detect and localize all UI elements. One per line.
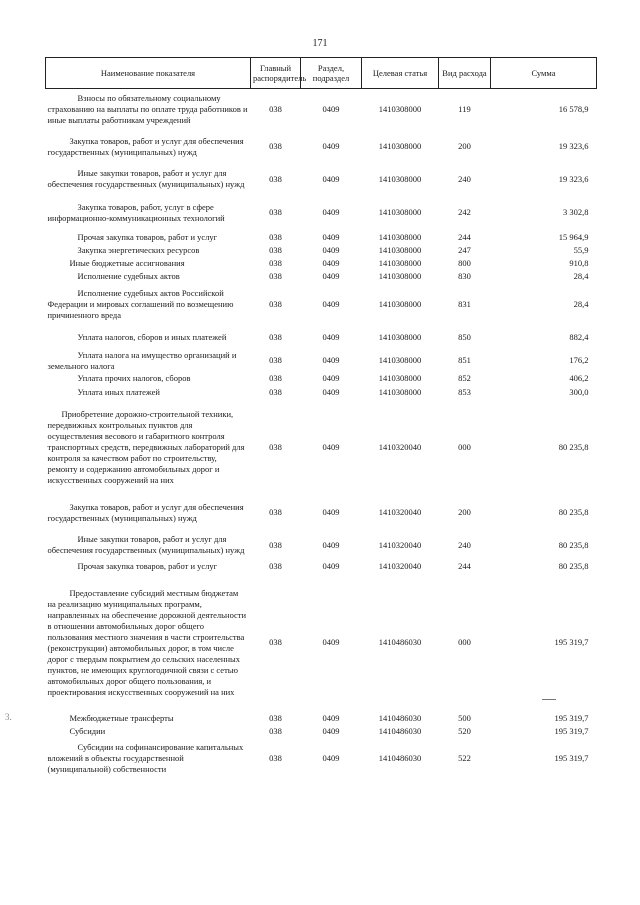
row-manager: 038 xyxy=(269,332,282,342)
row-target: 1410308000 xyxy=(378,270,422,281)
row-manager: 038 xyxy=(269,270,282,281)
row-amount: 195 319,7 xyxy=(554,637,589,647)
row-name: Субсидии на софинансирование капитальных вложений в объекты государственной (муниципальной) собственности xyxy=(47,741,244,774)
row-amount: 19 323,6 xyxy=(558,173,589,184)
table-row xyxy=(46,400,597,495)
row-kind: 200 xyxy=(458,141,471,151)
header-name: Наименование показателя xyxy=(46,58,251,89)
header-section: Раздел, подраздел xyxy=(301,58,362,89)
row-amount: 910,8 xyxy=(569,257,589,268)
row-target: 1410486030 xyxy=(378,637,422,647)
table-row xyxy=(46,574,597,712)
row-section: 0409 xyxy=(322,713,340,723)
row-kind: 830 xyxy=(458,270,471,281)
table-row xyxy=(46,89,597,131)
row-kind: 000 xyxy=(458,637,471,647)
row-kind: 520 xyxy=(458,726,471,736)
row-section: 0409 xyxy=(322,726,340,736)
row-section: 0409 xyxy=(322,141,340,151)
row-manager: 038 xyxy=(269,752,282,763)
row-target: 1410308000 xyxy=(378,173,422,184)
header-amount: Сумма xyxy=(491,58,597,89)
row-amount: 195 319,7 xyxy=(554,752,589,763)
row-manager: 038 xyxy=(269,561,282,571)
row-amount: 15 964,9 xyxy=(558,231,589,242)
table-row xyxy=(46,230,597,245)
row-name: Уплата иных платежей xyxy=(77,387,160,397)
header-manager: Главный распорядитель xyxy=(251,58,301,89)
row-section: 0409 xyxy=(322,104,340,115)
row-name: Иные закупки товаров, работ и услуг для обеспечения государственных (муниципальных) нужд xyxy=(47,534,245,555)
table-row xyxy=(46,738,597,779)
row-amount: 80 235,8 xyxy=(558,539,589,550)
row-target: 1410308000 xyxy=(378,387,422,397)
row-section: 0409 xyxy=(322,231,340,242)
header-kind: Вид расхода xyxy=(439,58,491,89)
row-section: 0409 xyxy=(322,387,340,397)
table-row xyxy=(46,283,597,326)
table-header-row xyxy=(46,58,597,89)
row-kind: 522 xyxy=(458,752,471,763)
row-manager: 038 xyxy=(269,713,282,723)
row-name: Исполнение судебных актов Российской Федерации и мировых соглашений по возмещению причиненного вреда xyxy=(47,287,234,320)
row-manager: 038 xyxy=(269,507,282,517)
row-kind: 853 xyxy=(458,387,471,397)
row-target: 1410308000 xyxy=(378,141,422,151)
table-body xyxy=(46,89,597,779)
row-section: 0409 xyxy=(322,752,340,763)
row-name: Прочая закупка товаров, работ и услуг xyxy=(77,561,218,571)
row-manager: 038 xyxy=(269,637,282,647)
table-row xyxy=(46,131,597,163)
row-kind: 852 xyxy=(458,373,471,383)
row-manager: 038 xyxy=(269,231,282,242)
table-row xyxy=(46,257,597,270)
row-section: 0409 xyxy=(322,257,340,268)
row-target: 1410308000 xyxy=(378,231,422,242)
row-target: 1410308000 xyxy=(378,298,422,309)
row-amount: 28,4 xyxy=(573,298,589,309)
row-name: Закупка товаров, работ, услуг в сфере информационно-коммуникационных технологий xyxy=(47,201,225,223)
row-kind: 851 xyxy=(458,355,471,365)
budget-table xyxy=(45,57,597,779)
row-name: Взносы по обязательному социальному страхованию на выплаты по оплате труда работников и иные выплаты работникам учреждений xyxy=(47,93,248,126)
row-amount: 195 319,7 xyxy=(554,726,589,736)
row-kind: 800 xyxy=(458,257,471,268)
row-name: Субсидии xyxy=(69,726,106,736)
row-target: 1410486030 xyxy=(378,726,422,736)
row-name: Предоставление субсидий местным бюджетам на реализацию муниципальных программ, направленных на обеспечение дорожной деятельности в отношении автомобильных дорог общего пользования местного значения в части строительства (реконструкции) автомобильных дорог, в том числе дорог с твердым покрытием до сельских населенных пунктов, не имеющих круглогодичной связи с сетью автомобильных дорог общего пользования, и проектирования искусственных сооружений на них xyxy=(47,587,247,697)
table-row xyxy=(46,386,597,400)
row-amount: 80 235,8 xyxy=(558,561,589,571)
row-manager: 038 xyxy=(269,355,282,365)
row-section: 0409 xyxy=(322,332,340,342)
row-amount: 406,2 xyxy=(569,373,589,383)
row-manager: 038 xyxy=(269,141,282,151)
row-manager: 038 xyxy=(269,298,282,309)
row-section: 0409 xyxy=(322,173,340,184)
table-row xyxy=(46,196,597,230)
table-row xyxy=(46,495,597,531)
row-name: Закупка товаров, работ и услуг для обеспечения государственных (муниципальных) нужд xyxy=(47,135,244,157)
row-amount: 80 235,8 xyxy=(558,441,589,452)
row-name: Иные бюджетные ассигнования xyxy=(69,257,185,268)
header-target: Целевая статья xyxy=(362,58,439,89)
row-manager: 038 xyxy=(269,387,282,397)
row-target: 1410308000 xyxy=(378,245,422,255)
row-name: Прочая закупка товаров, работ и услуг xyxy=(77,231,218,242)
row-manager: 038 xyxy=(269,726,282,736)
table-row xyxy=(46,372,597,386)
row-name: Закупка товаров, работ и услуг для обеспечения государственных (муниципальных) нужд xyxy=(47,501,244,523)
row-section: 0409 xyxy=(322,270,340,281)
row-target: 1410320040 xyxy=(378,507,422,517)
row-kind: 244 xyxy=(458,561,471,571)
row-target: 1410308000 xyxy=(378,332,422,342)
row-kind: 240 xyxy=(458,173,471,184)
row-amount: 300,0 xyxy=(569,387,589,397)
row-kind: 831 xyxy=(458,298,471,309)
row-kind: 500 xyxy=(458,713,471,723)
row-section: 0409 xyxy=(322,507,340,517)
table-row xyxy=(46,163,597,196)
row-kind: 240 xyxy=(458,539,471,550)
row-manager: 038 xyxy=(269,245,282,255)
row-kind: 119 xyxy=(458,104,471,115)
row-amount: 80 235,8 xyxy=(558,507,589,517)
table-row xyxy=(46,726,597,738)
row-manager: 038 xyxy=(269,207,282,217)
row-section: 0409 xyxy=(322,245,340,255)
margin-mark: 3. xyxy=(5,712,12,722)
table-row xyxy=(46,712,597,726)
table-row xyxy=(46,350,597,372)
table-row xyxy=(46,270,597,283)
table-row xyxy=(46,245,597,257)
row-kind: 850 xyxy=(458,332,471,342)
row-name: Межбюджетные трансферты xyxy=(69,713,174,723)
row-manager: 038 xyxy=(269,441,282,452)
row-section: 0409 xyxy=(322,355,340,365)
row-section: 0409 xyxy=(322,637,340,647)
row-kind: 200 xyxy=(458,507,471,517)
row-manager: 038 xyxy=(269,104,282,115)
row-manager: 038 xyxy=(269,373,282,383)
row-manager: 038 xyxy=(269,539,282,550)
row-section: 0409 xyxy=(322,561,340,571)
row-kind: 244 xyxy=(458,231,471,242)
row-amount: 16 578,9 xyxy=(558,104,589,115)
row-amount: 19 323,6 xyxy=(558,141,589,151)
row-target: 1410308000 xyxy=(378,373,422,383)
row-section: 0409 xyxy=(322,373,340,383)
row-amount: 55,9 xyxy=(573,245,589,255)
row-target: 1410320040 xyxy=(378,539,422,550)
row-name: Приобретение дорожно-строительной техники, передвижных контрольных пунктов для осуществления весового и габаритного контроля транспортных средств, передвижных лабораторий для контроля за качеством работ по строительству, ремонту и содержанию автомобильных дорог и искусственных сооружений на них xyxy=(47,408,245,485)
row-name: Иные закупки товаров, работ и услуг для обеспечения государственных (муниципальных) нужд xyxy=(47,168,245,189)
row-name: Закупка энергетических ресурсов xyxy=(77,245,200,255)
row-name: Исполнение судебных актов xyxy=(77,270,180,281)
row-name: Уплата прочих налогов, сборов xyxy=(77,373,191,383)
row-manager: 038 xyxy=(269,257,282,268)
row-amount: 195 319,7 xyxy=(554,713,589,723)
row-kind: 242 xyxy=(458,207,471,217)
row-target: 1410486030 xyxy=(378,713,422,723)
row-section: 0409 xyxy=(322,207,340,217)
row-target: 1410320040 xyxy=(378,561,422,571)
row-kind: 000 xyxy=(458,441,471,452)
table-row xyxy=(46,560,597,574)
row-name: Уплата налогов, сборов и иных платежей xyxy=(77,332,227,342)
row-name: Уплата налога на имущество организаций и земельного налога xyxy=(47,349,237,371)
row-target: 1410308000 xyxy=(378,207,422,217)
row-section: 0409 xyxy=(322,298,340,309)
row-kind: 247 xyxy=(458,245,471,255)
row-amount: 28,4 xyxy=(573,270,589,281)
row-amount: 3 302,8 xyxy=(563,207,589,217)
row-target: 1410486030 xyxy=(378,752,422,763)
row-target: 1410308000 xyxy=(378,355,422,365)
row-amount: 176,2 xyxy=(569,355,589,365)
row-target: 1410308000 xyxy=(378,257,422,268)
row-target: 1410320040 xyxy=(378,441,422,452)
row-target: 1410308000 xyxy=(378,104,422,115)
table-row xyxy=(46,531,597,560)
table-row xyxy=(46,326,597,350)
row-manager: 038 xyxy=(269,173,282,184)
row-section: 0409 xyxy=(322,441,340,452)
page-number: 171 xyxy=(312,38,328,49)
row-amount: 882,4 xyxy=(569,332,589,342)
row-section: 0409 xyxy=(322,539,340,550)
